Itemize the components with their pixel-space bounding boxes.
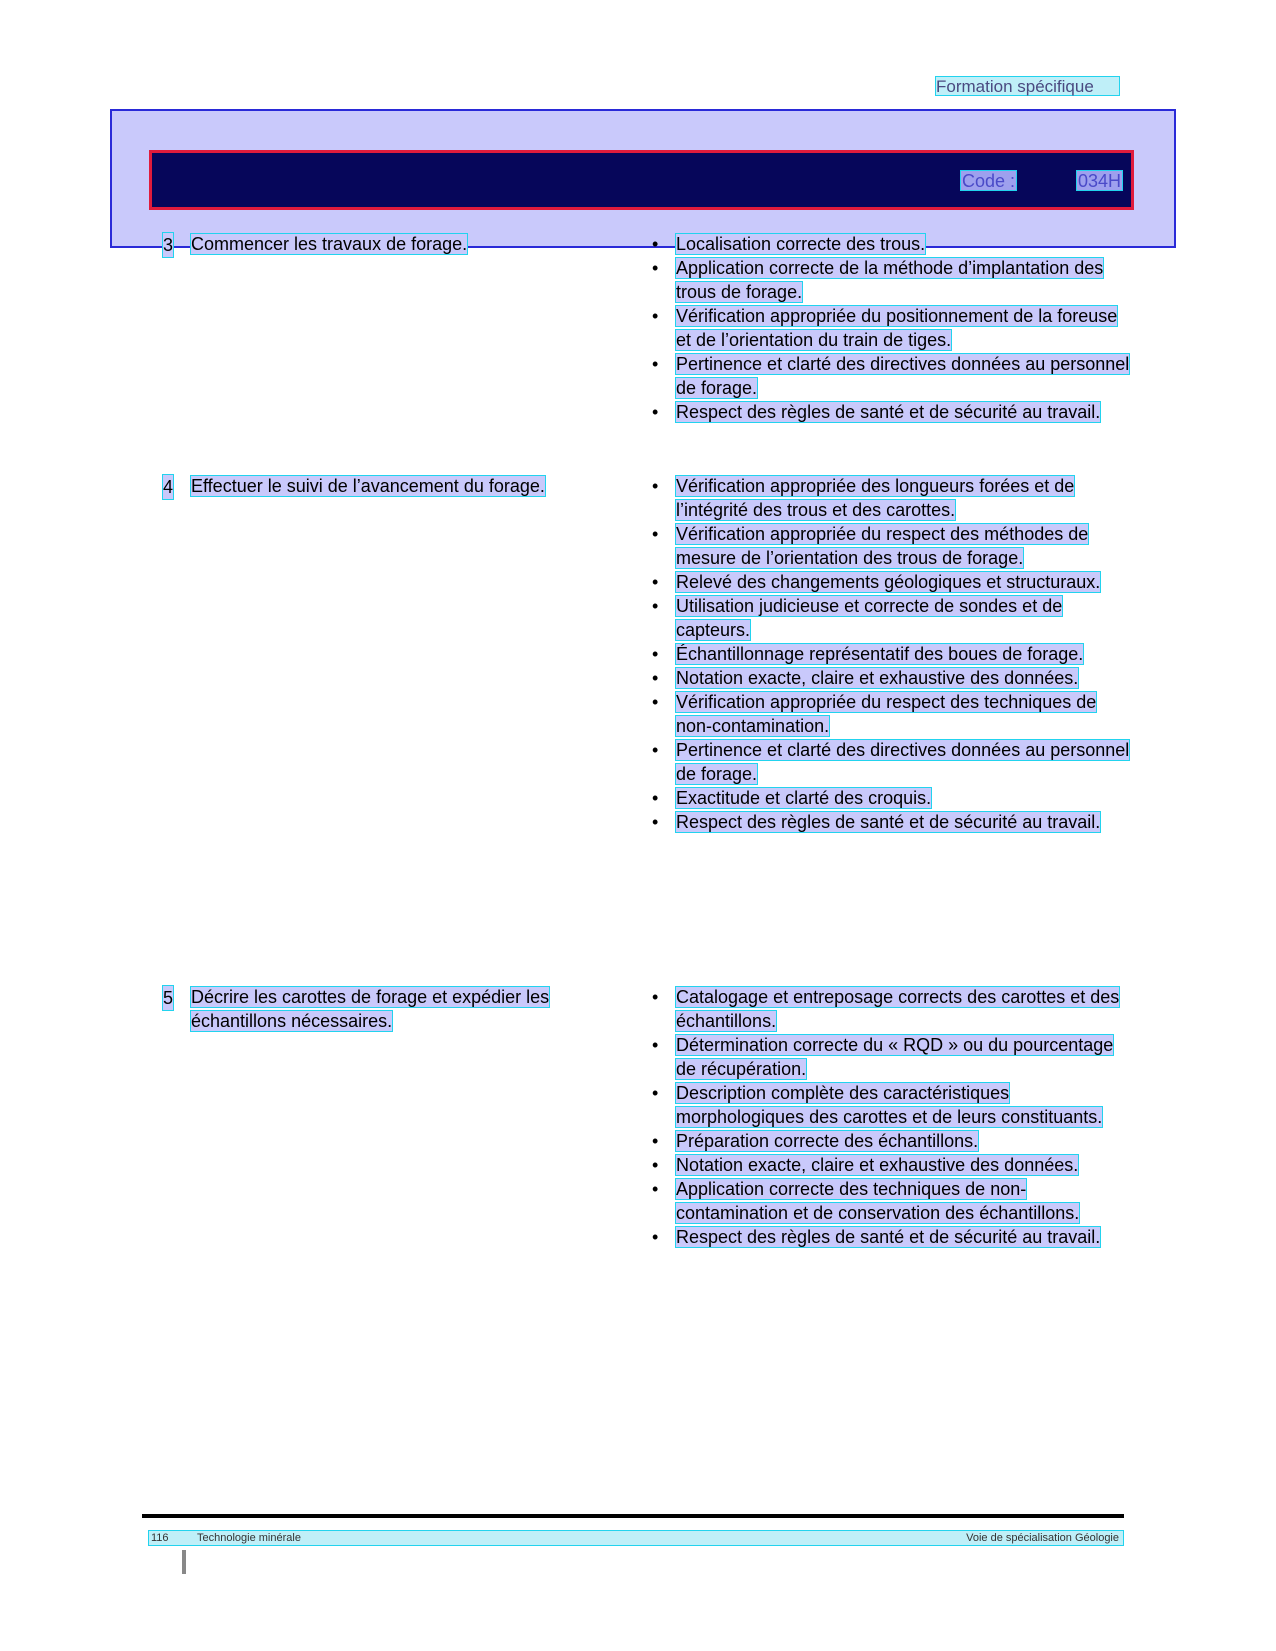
step-text: Effectuer le suivi de l’avancement du forage. <box>191 476 545 496</box>
criterion: • Vérification appropriée du positionnement de la foreuse et de l’orientation du train de tiges. <box>652 304 1132 352</box>
criterion: • Vérification appropriée du respect des techniques de non-contamination. <box>652 690 1132 738</box>
specialization-title: Voie de spécialisation Géologie <box>966 1532 1119 1544</box>
criterion: • Notation exacte, claire et exhaustive des données. <box>652 1153 1132 1177</box>
running-header: Formation spécifique <box>935 76 1120 96</box>
criterion: • Respect des règles de santé et de sécurité au travail. <box>652 1225 1132 1249</box>
criterion: • Respect des règles de santé et de sécurité au travail. <box>652 400 1132 424</box>
criterion: • Détermination correcte du « RQD » ou du pourcentage de récupération. <box>652 1033 1132 1081</box>
criterion: • Localisation correcte des trous. <box>652 232 1132 256</box>
criterion: • Respect des règles de santé et de sécurité au travail. <box>652 810 1132 834</box>
criterion: • Application correcte de la méthode d’implantation des trous de forage. <box>652 256 1132 304</box>
code-label: Code : <box>962 171 1016 191</box>
criterion: • Catalogage et entreposage corrects des carottes et des échantillons. <box>652 985 1132 1033</box>
criteria-list-3 <box>652 232 1132 424</box>
program-title: Technologie minérale <box>197 1532 301 1544</box>
criterion: • Notation exacte, claire et exhaustive des données. <box>652 666 1132 690</box>
footer-mark <box>182 1550 186 1574</box>
criterion: • Exactitude et clarté des croquis. <box>652 786 1132 810</box>
footer-rule <box>142 1514 1124 1518</box>
step-number: 3 <box>162 232 174 258</box>
criteria-list-4 <box>652 474 1132 834</box>
code-value: 034H <box>1078 171 1122 191</box>
criterion: • Pertinence et clarté des directives données au personnel de forage. <box>652 352 1132 400</box>
criterion: • Vérification appropriée des longueurs forées et de l’intégrité des trous et des carottes. <box>652 474 1132 522</box>
step-text: Décrire les carottes de forage et expédier les échantillons nécessaires. <box>191 987 550 1031</box>
step-number: 5 <box>162 985 174 1011</box>
criterion: • Échantillonnage représentatif des boues de forage. <box>652 642 1132 666</box>
step-text: Commencer les travaux de forage. <box>191 234 468 254</box>
criterion: • Description complète des caractéristiques morphologiques des carottes et de leurs constituants. <box>652 1081 1132 1129</box>
criterion: • Vérification appropriée du respect des méthodes de mesure de l’orientation des trous de forage. <box>652 522 1132 570</box>
criterion: • Relevé des changements géologiques et structuraux. <box>652 570 1132 594</box>
criteria-list-5 <box>652 985 1132 1249</box>
criterion: • Utilisation judicieuse et correcte de sondes et de capteurs. <box>652 594 1132 642</box>
page-number: 116 <box>151 1532 169 1544</box>
criterion: • Préparation correcte des échantillons. <box>652 1129 1132 1153</box>
step-number: 4 <box>162 474 174 500</box>
criterion: • Application correcte des techniques de non-contamination et de conservation des échantillons. <box>652 1177 1132 1225</box>
criterion: • Pertinence et clarté des directives données au personnel de forage. <box>652 738 1132 786</box>
page-footer <box>148 1530 1124 1546</box>
